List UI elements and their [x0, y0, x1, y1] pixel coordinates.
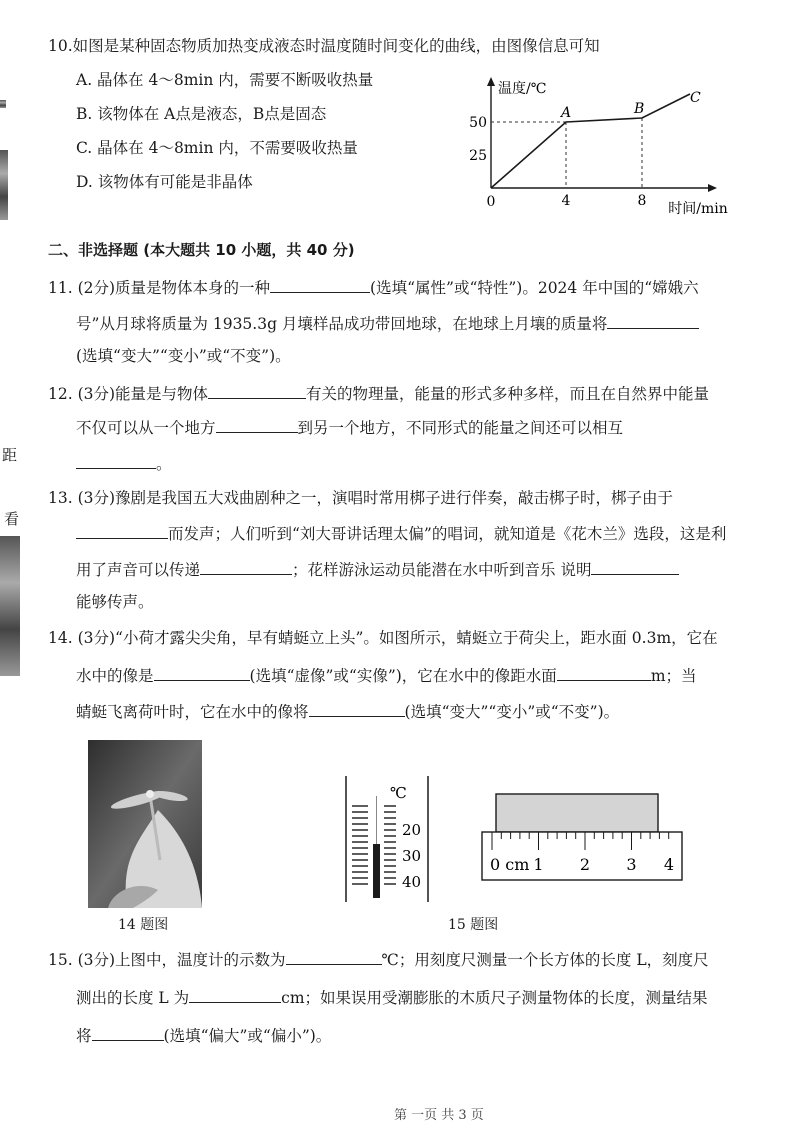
x-axis-arrow: [708, 184, 717, 192]
q13-line4: 能够传声。: [76, 593, 154, 611]
q10-option-d: D. 该物体有可能是非晶体: [76, 173, 253, 191]
y-axis-arrow: [487, 77, 495, 86]
answer-blank[interactable]: [189, 986, 281, 1003]
answer-blank[interactable]: [92, 1024, 164, 1041]
temperature-time-graph: [458, 72, 732, 220]
y-axis-label: 温度/℃: [498, 81, 547, 97]
ruler-label-1: 1: [533, 855, 544, 874]
margin-char: 看: [4, 510, 20, 528]
x-tick-4: 4: [561, 193, 571, 209]
answer-blank[interactable]: [270, 276, 370, 293]
ruler-label-4: 4: [663, 855, 675, 874]
answer-blank[interactable]: [154, 664, 250, 681]
scan-mark: [0, 100, 6, 108]
answer-blank[interactable]: [200, 558, 292, 575]
q10-stem: 10.如图是某种固态物质加热变成液态时温度随时间变化的曲线，由图像信息可知: [48, 37, 600, 55]
origin-label: 0: [486, 194, 496, 210]
q15-line1: 15. (3分)上图中，温度计的示数为 ℃；用刻度尺测量一个长方体的长度 L，刻度尺: [48, 948, 709, 970]
q10-option-b: B. 该物体在 A点是液态，B点是固态: [76, 105, 327, 123]
q14-line1: 14. (3分)“小荷才露尖尖角，早有蜻蜓立上头”。如图所示，蜻蜓立于荷尖上，距水面 0.3m，它在: [48, 629, 718, 647]
q11-line2: 号”从月球将质量为 1935.3g 月壤样品成功带回地球，在地球上月壤的质量将: [76, 312, 699, 334]
ruler-label-3: 3: [626, 855, 637, 874]
answer-blank[interactable]: [286, 948, 382, 965]
q14-line2: 水中的像是 (选填“虚像”或“实像”)，它在水中的像距水面 m；当: [76, 664, 697, 686]
thermometer-liquid-column: [373, 844, 380, 898]
thermometer-tick-40: 40: [402, 873, 422, 891]
answer-blank[interactable]: [216, 416, 298, 433]
ruler-label-0: 0 cm: [490, 855, 530, 874]
x-tick-8: 8: [637, 193, 647, 209]
q11-line1: 11. (2分)质量是物体本身的一种 (选填“属性”或“特性”)。2024 年中国的“嫦娥六: [48, 276, 699, 298]
scan-mark: [0, 150, 8, 220]
y-tick-25: 25: [469, 148, 487, 164]
dragonfly-photo: [88, 740, 202, 908]
thermometer-unit: ℃: [390, 784, 407, 802]
thermometer-tick-30: 30: [402, 847, 422, 865]
q15-line2: 测出的长度 L 为 cm；如果误用受潮膨胀的木质尺子测量物体的长度，测量结果: [76, 986, 708, 1008]
point-b-label: B: [634, 101, 645, 117]
figure-14-caption: 14 题图: [118, 917, 169, 933]
heating-curve: [491, 94, 690, 188]
section-title: 二、非选择题 (本大题共 10 小题，共 40 分): [48, 241, 355, 259]
q13-line1: 13. (3分)豫剧是我国五大戏曲剧种之一，演唱时常用梆子进行伴奏，敲击梆子时，梆子由于: [48, 489, 674, 507]
q11-line3: (选填“变大”“变小”或“不变”)。: [76, 347, 291, 365]
answer-blank[interactable]: [607, 312, 699, 329]
answer-blank[interactable]: [309, 700, 405, 717]
answer-blank[interactable]: [591, 558, 679, 575]
q15-line3: 将 (选填“偏大”或“偏小”)。: [76, 1024, 331, 1046]
answer-blank[interactable]: [76, 452, 156, 469]
margin-char: 距: [2, 446, 18, 464]
ruler-with-block: [480, 792, 686, 884]
y-tick-50: 50: [469, 115, 487, 131]
q13-line3: 用了声音可以传递 ；花样游泳运动员能潜在水中听到音乐 说明: [76, 558, 679, 580]
q10-option-a: A. 晶体在 4～8min 内，需要不断吸收热量: [76, 71, 374, 89]
answer-blank[interactable]: [76, 522, 168, 539]
point-c-label: C: [690, 90, 701, 106]
margin-image-fragment: [0, 536, 20, 676]
x-axis-label: 时间/min: [668, 201, 728, 217]
rectangular-block: [496, 794, 658, 832]
page-footer: 第 一页 共 3 页: [394, 1108, 484, 1123]
thermometer-tick-20: 20: [402, 821, 422, 839]
figure-15-caption: 15 题图: [448, 917, 499, 933]
answer-blank[interactable]: [208, 382, 306, 399]
q12-line3: 。: [76, 452, 172, 474]
q13-line2: 而发声；人们听到“刘大哥讲话理太偏”的唱词，就知道是《花木兰》选段，这是利: [76, 522, 726, 544]
q14-line3: 蜻蜓飞离荷叶时，它在水中的像将 (选填“变大”“变小”或“不变”)。: [76, 700, 619, 722]
ruler-label-2: 2: [579, 855, 591, 874]
answer-blank[interactable]: [557, 664, 651, 681]
thermometer: [342, 776, 434, 902]
q12-line1: 12. (3分)能量是与物体 有关的物理量，能量的形式多种多样，而且在自然界中能量: [48, 382, 709, 404]
point-a-label: A: [561, 105, 572, 121]
q10-option-c: C. 晶体在 4～8min 内，不需要吸收热量: [76, 139, 358, 157]
q12-line2: 不仅可以从一个地方 到另一个地方，不同形式的能量之间还可以相互: [76, 416, 623, 438]
